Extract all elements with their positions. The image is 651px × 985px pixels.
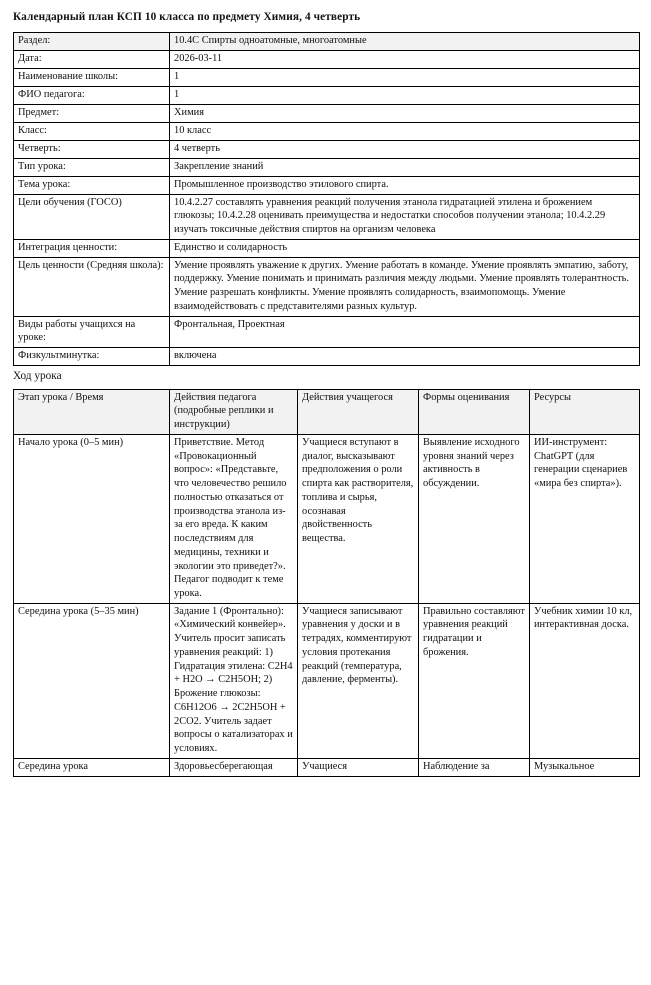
info-label: Класс: (14, 122, 170, 140)
cell-teacher-actions: Приветствие. Метод «Провокационный вопрос»: «Представьте, что человечество решило полностью отказаться от производства этанола из-за его вреда. К каким последствиям для медицины, техники и экологии это приведет?». Педагог подводит к теме урока. (170, 434, 298, 603)
info-value: Промышленное производство этилового спирта. (170, 176, 640, 194)
info-label: Тема урока: (14, 176, 170, 194)
cell-resources: Учебник химии 10 кл, интерактивная доска. (530, 603, 640, 758)
cell-stage: Начало урока (0–5 мин) (14, 434, 170, 603)
table-row (14, 194, 640, 239)
cell-teacher-actions: Задание 1 (Фронтально): «Химический конвейер». Учитель просит записать уравнения реакций: 1) Гидратация этилена: C2H4 + H2O → C2H5OH; 2) Брожение глюкозы: C6H12O6 → 2C2H5OH + 2CO2. Учитель задает вопросы о катализаторах и условиях. (170, 603, 298, 758)
lesson-info-body (14, 32, 640, 366)
table-row (14, 257, 640, 316)
cell-resources: ИИ-инструмент: ChatGPT (для генерации сценариев «мира без спирта»). (530, 434, 640, 603)
table-row (14, 434, 640, 603)
info-value: Умение проявлять уважение к других. Умение работать в команде. Умение проявлять эмпатию, заботу, поддержку. Умение понимать и принимать различия между людьми. Умение проявлять толерантность. Умение разрешать конфликты. Умение проявлять солидарность, взаимопомощь. Умение взаимодействовать с представителями разных культур. (170, 257, 640, 316)
info-label: Цель ценности (Средняя школа): (14, 257, 170, 316)
section-caption-lesson-flow: Ход урока (13, 370, 62, 383)
lesson-flow-head (14, 389, 640, 434)
column-header-resources: Ресурсы (530, 389, 640, 434)
info-label: Виды работы учащихся на уроке: (14, 316, 170, 347)
lesson-flow-table-wrapper (0, 389, 651, 967)
cell-assessment: Правильно составляют уравнения реакций гидратации и брожения. (419, 603, 530, 758)
table-row (14, 158, 640, 176)
table-row (14, 348, 640, 366)
info-value: 10.4С Спирты одноатомные, многоатомные (170, 32, 640, 50)
table-row (14, 758, 640, 776)
cell-resources: Музыкальное (530, 758, 640, 776)
table-header-row (14, 389, 640, 434)
info-label: Тип урока: (14, 158, 170, 176)
info-label: ФИО педагога: (14, 86, 170, 104)
cell-teacher-actions: Здоровьесберегающая (170, 758, 298, 776)
lesson-flow-table (13, 389, 640, 777)
info-label: Предмет: (14, 104, 170, 122)
cell-stage: Середина урока (14, 758, 170, 776)
info-value: 1 (170, 68, 640, 86)
table-row (14, 122, 640, 140)
page-title: Календарный план КСП 10 класса по предмету Химия, 4 четверть (13, 11, 361, 23)
info-label: Цели обучения (ГОСО) (14, 194, 170, 239)
info-value: 10.4.2.27 составлять уравнения реакций получения этанола гидратацией этилена и брожением глюкозы; 10.4.2.28 оценивать преимущества и недостатки способов получении этанола; 10.4.2.29 изучать токсичные действия спиртов на организм человека (170, 194, 640, 239)
table-row (14, 239, 640, 257)
info-value: 1 (170, 86, 640, 104)
cell-assessment: Наблюдение за (419, 758, 530, 776)
info-label: Наименование школы: (14, 68, 170, 86)
info-value: Единство и солидарность (170, 239, 640, 257)
table-row (14, 140, 640, 158)
info-value: 10 класс (170, 122, 640, 140)
info-label: Физкультминутка: (14, 348, 170, 366)
table-row (14, 104, 640, 122)
info-value: Фронтальная, Проектная (170, 316, 640, 347)
column-header-stage: Этап урока / Время (14, 389, 170, 434)
lesson-flow-body (14, 434, 640, 776)
info-value: Химия (170, 104, 640, 122)
cell-student-actions: Учащиеся (298, 758, 419, 776)
info-value: Закрепление знаний (170, 158, 640, 176)
lesson-info-table (13, 32, 640, 367)
cell-student-actions: Учащиеся записывают уравнения у доски и в тетрадях, комментируют условия протекания реакций (температура, давление, ферменты). (298, 603, 419, 758)
table-row (14, 176, 640, 194)
info-label: Интеграция ценности: (14, 239, 170, 257)
table-row (14, 50, 640, 68)
table-row (14, 68, 640, 86)
info-label: Четверть: (14, 140, 170, 158)
info-value: 4 четверть (170, 140, 640, 158)
table-row (14, 32, 640, 50)
cell-student-actions: Учащиеся вступают в диалог, высказывают предположения о роли спирта как растворителя, топлива и сырья, осознавая двойственность вещества. (298, 434, 419, 603)
info-value: включена (170, 348, 640, 366)
table-row (14, 86, 640, 104)
table-row (14, 603, 640, 758)
column-header-student-actions: Действия учащегося (298, 389, 419, 434)
info-label: Раздел: (14, 32, 170, 50)
column-header-assessment: Формы оценивания (419, 389, 530, 434)
column-header-teacher-actions: Действия педагога (подробные реплики и инструкции) (170, 389, 298, 434)
cell-assessment: Выявление исходного уровня знаний через активность в обсуждении. (419, 434, 530, 603)
cell-stage: Середина урока (5–35 мин) (14, 603, 170, 758)
table-row (14, 316, 640, 347)
info-label: Дата: (14, 50, 170, 68)
info-value: 2026-03-11 (170, 50, 640, 68)
